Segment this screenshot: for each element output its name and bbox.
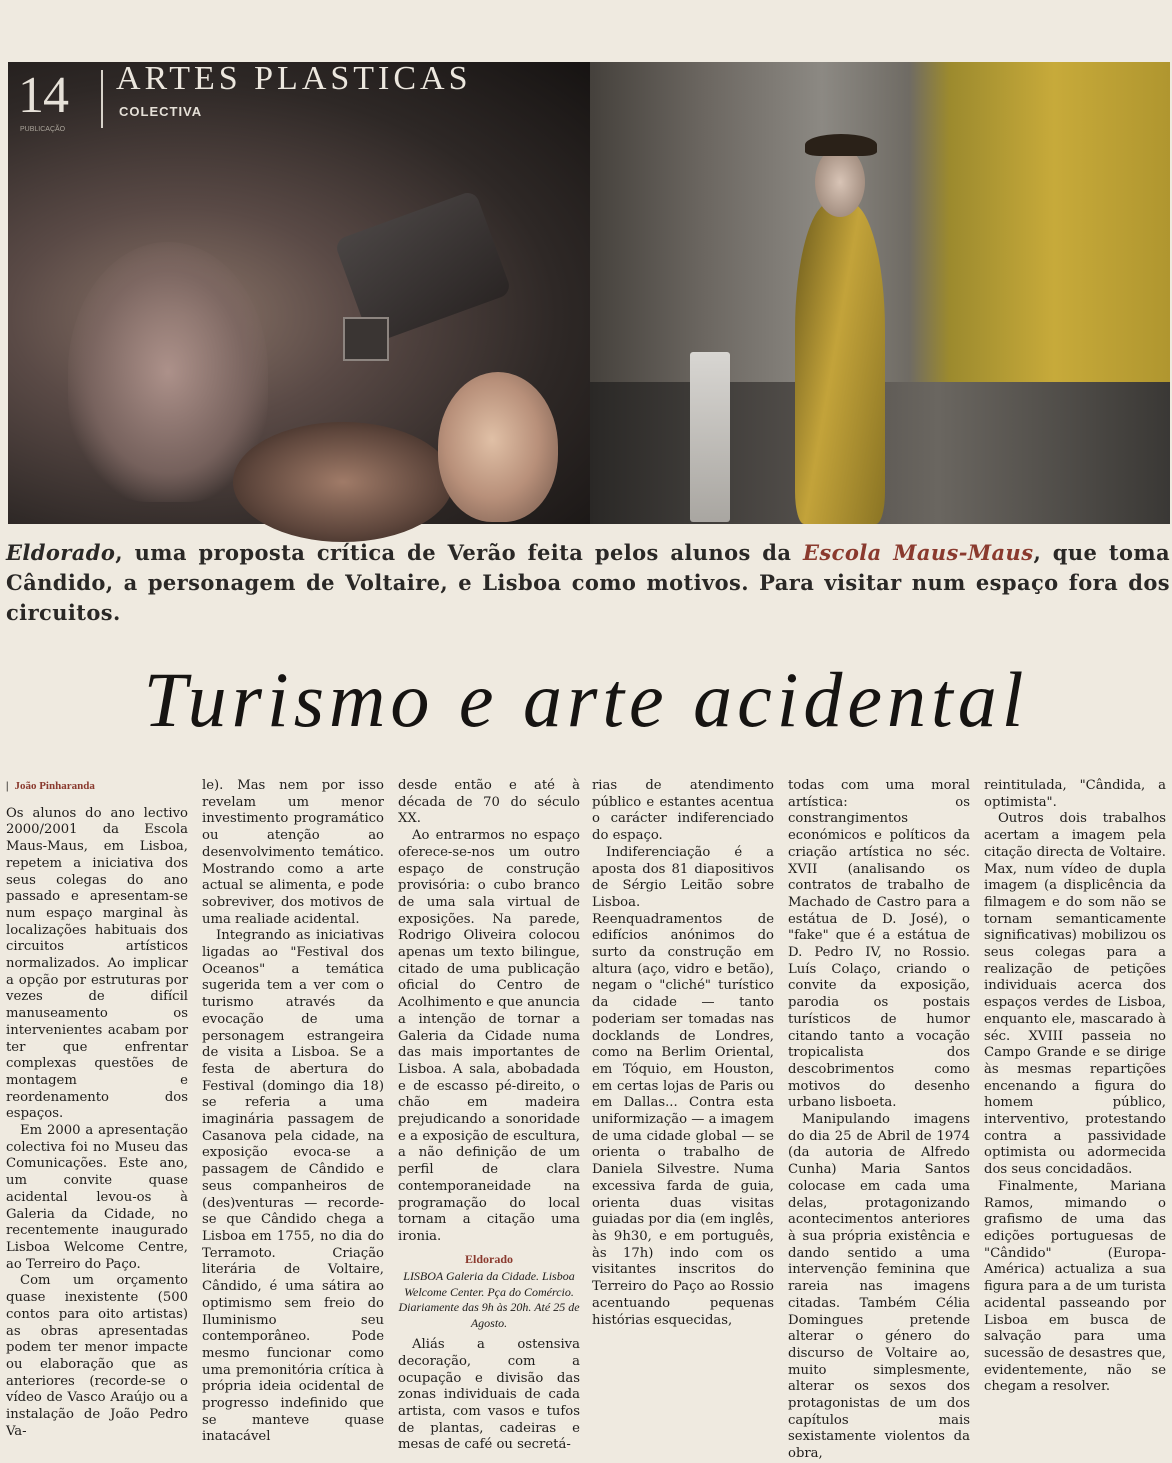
article-column-2 — [202, 778, 384, 1445]
article-column-3 — [398, 778, 580, 1453]
photo-credit: PUBLICAÇÃO — [20, 126, 66, 133]
photo-caption: Eldorado, uma proposta crítica de Verão feita pelos alunos da Escola Maus-Maus, que toma Cândido, a personagem de Voltaire, e Lisboa como motivos. Para visitar num espaço fora dos circuitos. — [6, 540, 1171, 625]
article-column-1 — [6, 778, 188, 1439]
article-column-4 — [592, 778, 774, 1378]
section-title: ARTES PLASTICAS — [116, 60, 472, 97]
paragraph: todas com uma moral artística: os constrangimentos económicos e políticos da criação artística no séc. XVII (analisando os contratos de trabalho de Machado de Castro para a estátua de D. José), o "fake" que é a estátua de D. Pedro IV, no Rossio. Luís Colaço, criando o convite da exposição, parodia os postais turísticos de humor citando tanto a vocação tropicalista dos descobrimentos como motivos do desenho urbano lisboeta. — [788, 778, 970, 1111]
section-subtitle: COLECTIVA — [119, 104, 203, 119]
article-column-6 — [984, 778, 1166, 1395]
paragraph: Os alunos do ano lectivo 2000/2001 da Escola Maus-Maus, em Lisboa, repetem a iniciativa dos seus colegas do ano passado e apresentam-se num espaço marginal às localizações habituais dos circuitos artísticos normalizados. Ao implicar a opção por estruturas por vezes de difícil manuseamento os intervenientes acabam por ter que enfrentar complexas questões de montagem e reordenamento dos espaços. — [6, 805, 188, 1122]
photo-right-panel — [590, 62, 1170, 524]
exhibition-infobox — [398, 1252, 580, 1332]
photo-left-panel — [8, 62, 590, 524]
article-column-5 — [788, 778, 970, 1462]
paragraph: Manipulando imagens do dia 25 de Abril de 1974 (da autoria de Alfredo Cunha) Maria Santos colocase em cada uma delas, protagonizando acontecimentos anteriores à sua própria existência e dando sentido a uma intervenção feminina que rareia nas imagens citadas. Também Célia Domingues pretende alterar o género do discurso de Voltaire ao, muito simplesmente, alterar os sexos dos protagonistas de um dos capítulos mais sexistamente violentos da obra, — [788, 1112, 970, 1462]
paragraph: Integrando as iniciativas ligadas ao "Festival dos Oceanos" a temática sugerida tem a ver com o turismo através da evocação de uma personagem estrangeira de visita a Lisboa. Se a festa de abertura do Festival (domingo dia 18) se referia a uma imaginária passagem de Casanova pela cidade, na exposição evoca-se a passagem de Cândido e seus companheiros de (des)venturas — recorde-se que Cândido chega a Lisboa em 1755, no dia do Terramoto. Criação literária de Voltaire, Cândido, é uma sátira ao optimismo sem freio do Iluminismo seu contemporâneo. Pode mesmo funcionar como uma premonitória crítica à própria ideia ocidental de progresso indefinido que se manteve quase inatacável — [202, 928, 384, 1445]
paragraph: Outros dois trabalhos acertam a imagem pela citação directa de Voltaire. Max, num vídeo de dupla imagem (a displicência da filmagem e do som não se tornam semanticamente significativas) mobilizou os seus colegas para a realização de petições individuais acerca dos espaços verdes de Lisboa, enquanto ele, mascarado à séc. XVIII passeia no Campo Grande e se dirige às mesmas repartições encenando a figura do homem público, interventivo, protestando contra a passividade optimista ou adormecida dos seus concidadãos. — [984, 811, 1166, 1178]
infobox-title: Eldorado — [464, 1251, 513, 1266]
paragraph: Aliás a ostensiva decoração, com a ocupação e divisão das zonas individuais de cada artista, com vasos e tufos de plantas, cadeiras e mesas de café ou secretá- — [398, 1337, 580, 1453]
infobox-text: LISBOA Galeria da Cidade. Lisboa Welcome Center. Pça do Comércio. Diariamente das 9h às 20h. Até 25 de Agosto. — [398, 1269, 580, 1330]
page-number: 14 — [18, 67, 68, 124]
exhibition-photo — [8, 62, 1170, 524]
masthead-divider — [101, 70, 103, 128]
paragraph: Com um orçamento quase inexistente (500 contos para oito artistas) as obras apresentadas podem ter menor impacte ou elaboração que as anteriores (recorde-se o vídeo de Vasco Araújo ou a instalação de João Pedro Va- — [6, 1273, 188, 1439]
paragraph: Em 2000 a apresentação colectiva foi no Museu das Comunicações. Este ano, um convite quase acidental levou-os à Galeria da Cidade, no recentemente inaugurado Lisboa Welcome Centre, ao Terreiro do Paço. — [6, 1123, 188, 1272]
headline: Turismo e arte acidental — [143, 656, 1029, 743]
paragraph: Finalmente, Mariana Ramos, mimando o grafismo de uma das edições portuguesas de "Cândido" (Europa-América) actualiza a sua figura para a de um turista acidental passeando por Lisboa em busca de salvação para uma sucessão de desastres que, evidentemente, não se chegam a resolver. — [984, 1178, 1166, 1395]
paragraph: desde então e até à década de 70 do século XX. — [398, 778, 580, 827]
paragraph: reintitulada, "Cândida, a optimista". — [984, 778, 1166, 810]
paragraph: Ao entrarmos no espaço oferece-se-nos um outro espaço de construção provisória: o cubo branco de uma sala virtual de exposições. Na parede, Rodrigo Oliveira colocou apenas um texto bilingue, citado de uma publicação oficial do Centro de Acolhimento e que anuncia a intenção de tornar a Galeria da Cidade numa das mais importantes de Lisboa. A sala, abobadada e de escasso pé-direito, o chão em madeira prejudicando a sonoridade e a exposição de escultura, a não definição de um perfil de clara contemporaneidade na programação do local tornam a citação uma ironia. — [398, 828, 580, 1244]
paragraph: Indiferenciação é a aposta dos 81 diapositivos de Sérgio Leitão sobre Lisboa. Reenquadramentos de edifícios anónimos do surto da construção em altura (aço, vidro e betão), negam o "cliché" turístico da cidade — tanto poderiam ser tomadas nas docklands de Londres, como na Berlim Oriental, em Tóquio, em Houston, em certas lojas de Paris ou em Dallas... Contra esta uniformização — a imagem de uma cidade global — se orienta o trabalho de Daniela Silvestre. Numa excessiva farda de guia, orienta duas visitas guiadas por dia (em inglês, às 9h30, e em português, às 17h) indo com os visitantes inscritos do Terreiro do Paço ao Rossio acentuando pequenas histórias esquecidas, — [592, 844, 775, 1328]
byline: | João Pinharanda — [6, 780, 95, 792]
paragraph: rias de atendimento público e estantes acentua o carácter indiferenciado do espaço. — [592, 778, 774, 844]
paragraph: le). Mas nem por isso revelam um menor investimento programático ou atenção ao desenvolvimento temático. Mostrando como a arte actual se alimenta, e pode sobreviver, dos motivos de uma realiade acidental. — [202, 778, 384, 927]
